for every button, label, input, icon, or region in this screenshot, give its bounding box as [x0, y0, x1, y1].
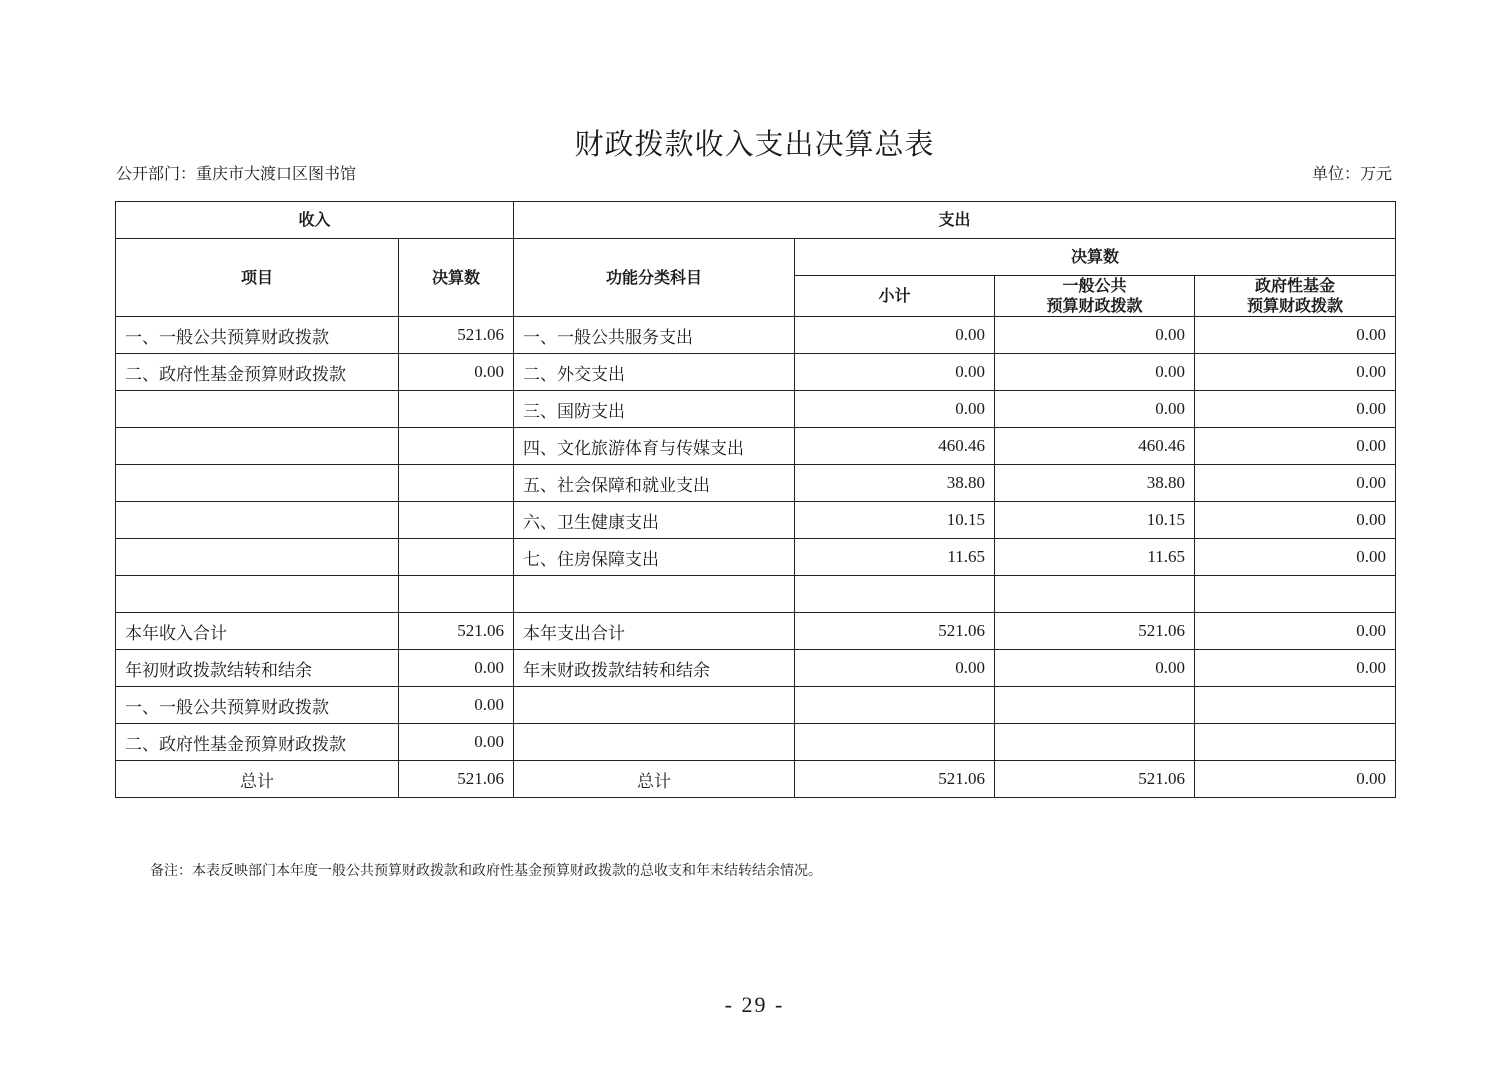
subtotal-cell: 0.00: [795, 650, 995, 687]
fund-cell: 0.00: [1195, 428, 1396, 465]
table-row: [116, 539, 1396, 576]
expense-item-cell: 年末财政拨款结转和结余: [514, 650, 795, 687]
page-number: - 29 -: [724, 992, 785, 1017]
unit-label: 单位：万元: [1311, 164, 1392, 183]
table-row: [116, 354, 1396, 391]
expense-item-cell: [514, 724, 795, 761]
subtotal-cell: 0.00: [795, 317, 995, 354]
income-item-cell: 一、一般公共预算财政拨款: [116, 687, 399, 724]
income-item-cell: [116, 502, 399, 539]
function-category-header: 功能分类科目: [514, 239, 795, 317]
income-amount-cell: [399, 539, 514, 576]
income-item-cell: 一、一般公共预算财政拨款: [116, 317, 399, 354]
table-row: [116, 650, 1396, 687]
income-amount-cell: [399, 391, 514, 428]
page-title: 财政拨款收入支出决算总表: [574, 127, 935, 161]
subtotal-cell: 521.06: [795, 613, 995, 650]
income-item-cell: [116, 465, 399, 502]
subtotal-cell: 0.00: [795, 354, 995, 391]
fund-cell: 0.00: [1195, 317, 1396, 354]
income-amount-cell: 0.00: [399, 687, 514, 724]
table-row: [116, 502, 1396, 539]
subtotal-cell: [795, 687, 995, 724]
income-item-cell: [116, 576, 399, 613]
fund-cell: 0.00: [1195, 613, 1396, 650]
income-item-cell: 本年收入合计: [116, 613, 399, 650]
income-amount-cell: 0.00: [399, 354, 514, 391]
income-item-cell: [116, 428, 399, 465]
table-row: [116, 724, 1396, 761]
expense-item-cell: 二、外交支出: [514, 354, 795, 391]
general-cell: 38.80: [995, 465, 1195, 502]
income-total-label: 总计: [116, 761, 399, 798]
income-header: 收入: [116, 202, 514, 239]
final-amount-group-header: 决算数: [795, 239, 1396, 276]
general-public-header-line2: 预算财政拨款: [1046, 296, 1143, 315]
fund-cell: 0.00: [1195, 650, 1396, 687]
general-public-header-line1: 一般公共: [1062, 276, 1127, 295]
expense-item-cell: 本年支出合计: [514, 613, 795, 650]
subtotal-cell: 10.15: [795, 502, 995, 539]
income-total-amount: 521.06: [399, 761, 514, 798]
expense-item-cell: 四、文化旅游体育与传媒支出: [514, 428, 795, 465]
income-amount-cell: 0.00: [399, 724, 514, 761]
income-amount-cell: 521.06: [399, 317, 514, 354]
general-cell: [995, 687, 1195, 724]
subtotal-cell: 38.80: [795, 465, 995, 502]
general-cell: 0.00: [995, 317, 1195, 354]
expense-total-label: 总计: [514, 761, 795, 798]
fund-cell: 0.00: [1195, 502, 1396, 539]
general-cell: [995, 724, 1195, 761]
expense-item-cell: [514, 576, 795, 613]
table-row: [116, 576, 1396, 613]
expense-header: 支出: [514, 202, 1396, 239]
subtotal-cell: 460.46: [795, 428, 995, 465]
item-header: 项目: [116, 239, 399, 317]
subtotal-cell: 11.65: [795, 539, 995, 576]
subtotal-total: 521.06: [795, 761, 995, 798]
fund-cell: 0.00: [1195, 391, 1396, 428]
general-cell: 11.65: [995, 539, 1195, 576]
general-cell: 0.00: [995, 650, 1195, 687]
table-note: 备注：本表反映部门本年度一般公共预算财政拨款和政府性基金预算财政拨款的总收支和年末结转结余情况。: [150, 863, 822, 879]
income-amount-cell: [399, 428, 514, 465]
subtotal-cell: 0.00: [795, 391, 995, 428]
table-row: [116, 465, 1396, 502]
fund-cell: [1195, 576, 1396, 613]
general-cell: 521.06: [995, 613, 1195, 650]
expense-item-cell: 六、卫生健康支出: [514, 502, 795, 539]
income-item-cell: [116, 391, 399, 428]
expense-item-cell: 五、社会保障和就业支出: [514, 465, 795, 502]
expense-item-cell: 一、一般公共服务支出: [514, 317, 795, 354]
gov-fund-header-line1: 政府性基金: [1255, 276, 1336, 295]
income-amount-cell: 0.00: [399, 650, 514, 687]
general-cell: 0.00: [995, 391, 1195, 428]
income-amount-cell: [399, 576, 514, 613]
fund-total: 0.00: [1195, 761, 1396, 798]
department-label: 公开部门：重庆市大渡口区图书馆: [116, 164, 357, 183]
subtotal-cell: [795, 576, 995, 613]
income-amount-cell: [399, 465, 514, 502]
general-cell: 10.15: [995, 502, 1195, 539]
fund-cell: [1195, 724, 1396, 761]
general-cell: [995, 576, 1195, 613]
general-cell: 460.46: [995, 428, 1195, 465]
gov-fund-header-line2: 预算财政拨款: [1247, 296, 1344, 315]
total-row: [116, 761, 1396, 798]
income-item-cell: 年初财政拨款结转和结余: [116, 650, 399, 687]
income-item-cell: 二、政府性基金预算财政拨款: [116, 354, 399, 391]
table-row: [116, 687, 1396, 724]
subtotal-cell: [795, 724, 995, 761]
income-amount-cell: [399, 502, 514, 539]
expense-item-cell: 三、国防支出: [514, 391, 795, 428]
income-item-cell: [116, 539, 399, 576]
general-public-header: [995, 276, 1195, 317]
general-total: 521.06: [995, 761, 1195, 798]
table-row: [116, 613, 1396, 650]
fund-cell: [1195, 687, 1396, 724]
subtotal-header: 小计: [795, 276, 995, 317]
fund-cell: 0.00: [1195, 465, 1396, 502]
expense-item-cell: 七、住房保障支出: [514, 539, 795, 576]
table-row: [116, 428, 1396, 465]
expense-item-cell: [514, 687, 795, 724]
income-item-cell: 二、政府性基金预算财政拨款: [116, 724, 399, 761]
income-amount-header: 决算数: [399, 239, 514, 317]
gov-fund-header: [1195, 276, 1396, 317]
table-row: [116, 391, 1396, 428]
budget-table: [115, 201, 1396, 798]
fund-cell: 0.00: [1195, 539, 1396, 576]
income-amount-cell: 521.06: [399, 613, 514, 650]
table-row: [116, 317, 1396, 354]
fund-cell: 0.00: [1195, 354, 1396, 391]
general-cell: 0.00: [995, 354, 1195, 391]
